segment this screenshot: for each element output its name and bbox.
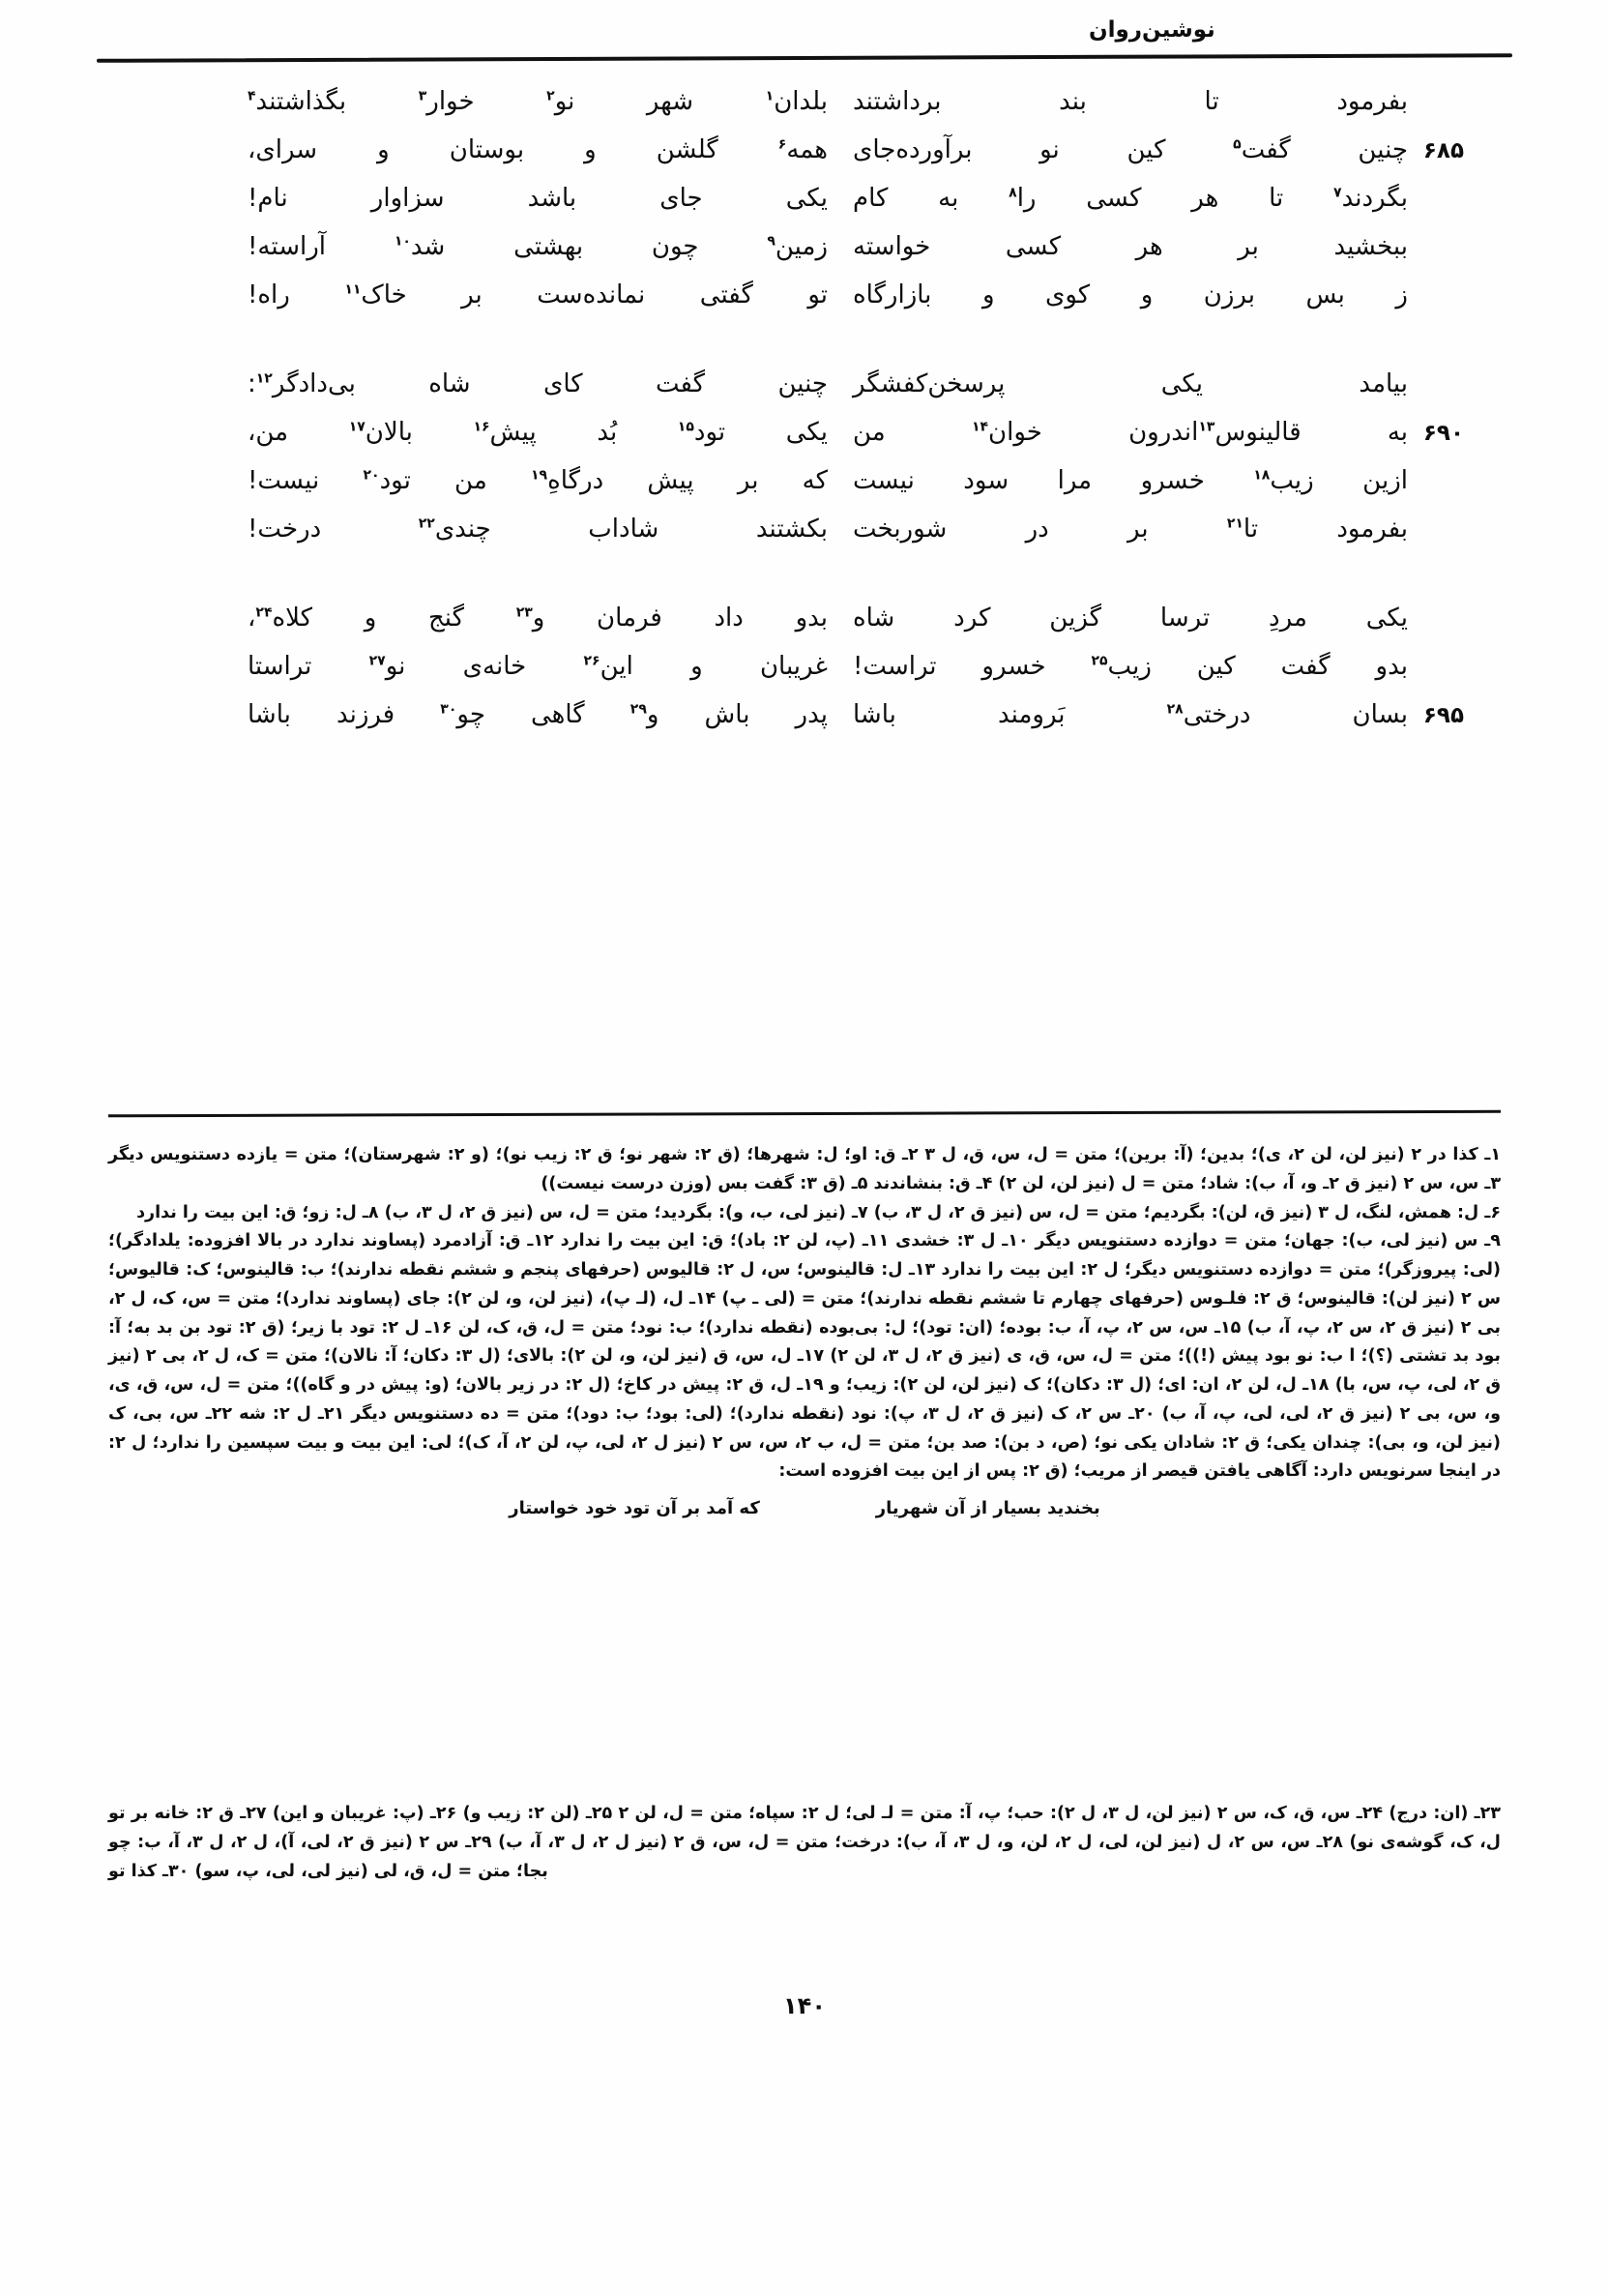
hemistich-first: ببخشید بر هر کسی خواسته xyxy=(853,232,1408,261)
verse-number xyxy=(1408,486,1464,488)
critical-apparatus-tail xyxy=(108,1799,1501,1886)
verse-number xyxy=(1408,624,1464,626)
couplet xyxy=(145,228,1464,273)
verse-number xyxy=(1408,204,1464,206)
couplet xyxy=(145,648,1464,692)
couplet xyxy=(145,366,1464,410)
hemistich-first: ز بس برزن و کوی و بازارگاه xyxy=(853,280,1408,309)
couplet xyxy=(145,83,1464,128)
couplet xyxy=(145,696,1464,741)
hemistich-second: پدر باش و$^{۲۹}$ گاهی چو$^{۳۰}$ فرزند باشا xyxy=(248,700,828,729)
page-number: ۱۴۰ xyxy=(783,1992,826,2019)
apparatus-divider-rule xyxy=(108,1110,1501,1118)
verse-number xyxy=(1408,390,1464,392)
hemistich-first: چنین گفت$^۵$ کین نو برآورده‌جای xyxy=(853,135,1408,164)
hemistich-first: بسان درختی$^{۲۸}$ بَرومند باشا xyxy=(853,700,1409,729)
hemistich-first: یکی مردِ ترسا گزین کرد شاه xyxy=(853,603,1408,633)
hemistich-second: همه$^۶$ گلشن و بوستان و سرای، xyxy=(248,135,828,164)
apparatus-line: ۶ـ ل: همش، لنگ، ل ۳ (نیز ق، لن): بگردیم؛ متن = ل، س (نیز ق ۲، ل ۳، ب) ۷ـ (نیز لی، ب، و): بگردید؛ متن = ل، س (نیز ق ۲، ل ۳، ب) ۸ـ ل: زو؛ ق: این بیت را ندارد xyxy=(136,1202,1501,1222)
hemistich-first: بگردند$^۷$ تا هر کسی را$^۸$ به کام xyxy=(853,184,1408,213)
verse-number: ۶۹۵ xyxy=(1422,703,1464,728)
couplet xyxy=(145,414,1464,458)
hemistich-second: غریبان و این$^{۲۶}$ خانه‌ی نو$^{۲۷}$ تراستا xyxy=(248,652,828,681)
verse-number xyxy=(1408,301,1464,303)
hemistich-second: چنین گفت کای شاه بی‌دادگر$^{۱۲}$: xyxy=(248,369,828,398)
hemistich-second: یکی تود$^{۱۵}$ بُد پیش$^{۱۶}$ بالان$^{۱۷}$ من، xyxy=(248,418,828,447)
apparatus-inset-hemistich-second: که آمد بر آن تود خود خواستار xyxy=(509,1498,760,1518)
apparatus-line: ۹ـ س (نیز لی، ب): جهان؛ متن = دوازده دستنویس دیگر ۱۰ـ ل ۳: خشدی ۱۱ـ (پ، لن ۲: باد)؛ ق: این بیت را ندارد ۱۲ـ ق: آزادمرد (پساوند ندارد در بالا افزوده: یلدادگر)؛ (لی: پیروزگر)؛ متن = دوازده دستنویس دیگر؛ ل ۲: این بیت را ندارد ۱۳ـ ل: قالینوس؛ س، ل ۲: قالیوس (حرفهای پنجم و ششم نقطه ندارند)؛ ب: قالینوس؛ ک: قالیوس؛ س ۲ (نیز لن): قالینوس؛ ق ۲: فلـوس (حرفهای چهارم تا ششم نقطه ندارند)؛ متن = (لی ـ پ) ۱۴ـ ل، (لـ پ)، (نیز لن، و، لن ۲): جای (پساوند ندارد)؛ متن = س، ک، ل ۲، بی ۲ (نیز ق ۲، س ۲، پ، آ، ب) ۱۵ـ س، س ۲، پ، آ، ب: بوده؛ (ان: تود)؛ ل: بی‌بوده (نقطه ندارد)؛ ب: نود؛ متن = ل، ق، ک، لن ۱۶ـ ل ۲: تود با زیر؛ (ق ۲: تود بن بد به؛ آ: بود بد تشتی (؟)؛ ا ب: نو بود پیش (!))؛ متن = ل، س، ق، ی (نیز ق ۲، ل ۳، لن ۲) ۱۷ـ ل، س، ق (نیز لن، و، لن ۲): بالای؛ (ل ۳: دکان؛ آ: نالان)؛ متن = ک، ل ۲، بی ۲ (نیز ق ۲، لی، پ، س، با) ۱۸ـ ل، لن ۲، ان: ای؛ (ل ۳: دکان)؛ ک (نیز لن، لن ۲): زیب؛ و ۱۹ـ ل، ق ۲: پیش در کاخ؛ (ل ۲: در زیر بالان؛ (و: پیش در و گاه))؛ متن = ل، س، ق، ی، و، س، بی ۲ (نیز ق ۲، لی، لی، پ، آ، ب) ۲۰ـ س ۲، ک (نیز ق ۲، ل ۳، پ): نود (نقطه ندارد)؛ (لی: بود؛ ب: دود)؛ متن = ده دستنویس دیگر ۲۱ـ ل ۲: شه ۲۲ـ س، بی، ک (نیز لن، و، بی): چندان یکی؛ ق ۲: شادان یکی نو؛ (ص، د بن): صد بن؛ متن = ل، ب ۲، س، س ۲ (نیز ل ۲، لی، پ، لن ۲، آ، ک)؛ لی: این بیت و بیت سپسین را ندارد؛ ل ۲: در اینجا سرنویس دارد: آگاهی یافتن قیصر از مریب؛ (ق ۲: پس از این بیت افزوده است: xyxy=(108,1231,1502,1482)
stanza xyxy=(145,600,1464,741)
hemistich-first: بفرمود تا بند برداشتند xyxy=(853,87,1408,116)
hemistich-second: بکشتند شاداب چندی$^{۲۲}$ درخت! xyxy=(248,515,828,544)
apparatus-inset-hemistich-first: بخندید بسیار از آن شهریار xyxy=(875,1498,1100,1518)
verse-number xyxy=(1408,252,1464,254)
running-head: نوشین‌روان xyxy=(1089,17,1215,43)
verse-number xyxy=(1408,535,1464,537)
hemistich-first: به قالینوس$^{۱۳}$اندرون خوان$^{۱۴}$ من xyxy=(853,418,1409,447)
hemistich-second: بدو داد فرمان و$^{۲۳}$ گنج و کلاه$^{۲۴}$، xyxy=(248,603,829,633)
couplet xyxy=(145,277,1464,321)
critical-apparatus xyxy=(108,1141,1501,1534)
couplet xyxy=(145,600,1464,644)
hemistich-second: بلدان$^۱$ شهر نو$^۲$ خوار$^۳$ بگذاشتند$^۴$ xyxy=(248,87,828,116)
header-divider-rule xyxy=(97,53,1512,63)
verse-number xyxy=(1408,672,1464,674)
hemistich-second: تو گفتی نمانده‌ست بر خاک$^{۱۱}$ راه! xyxy=(248,280,828,309)
stanza xyxy=(145,366,1464,555)
verse-area xyxy=(145,83,1464,785)
stanza xyxy=(145,83,1464,321)
hemistich-first: ازین زیب$^{۱۸}$ خسرو مرا سود نیست xyxy=(853,466,1408,495)
hemistich-second: زمین$^۹$ چون بهشتی شد$^{۱۰}$ آراسته! xyxy=(248,232,828,261)
couplet xyxy=(145,132,1464,176)
verse-number xyxy=(1408,107,1464,109)
couplet xyxy=(145,511,1464,555)
hemistich-second: یکی جای باشد سزاوار نام! xyxy=(248,184,828,213)
couplet xyxy=(145,180,1464,224)
apparatus-line: ۱ـ کذا در ۲ (نیز لن، لن ۲، ی)؛ بدین؛ (آ: برین)؛ متن = ل، س، ق، ل ۳ ۲ـ ق: او؛ ل: شهرها؛ (ق ۲: شهر نو؛ ق ۲: زیب نو)؛ (و ۲: شهرستان)؛ متن = یازده دستنویس دیگر ۳ـ س، س ۲ (نیز ق ۲ـ و، آ، ب): شاد؛ متن = ل (نیز لن، لن ۲) ۴ـ ق: بنشاندند ۵ـ (ق ۳: گفت بس (وزن درست نیست)) xyxy=(108,1145,1501,1193)
verse-number: ۶۸۵ xyxy=(1422,138,1464,163)
hemistich-second: که بر پیش درگاهِ$^{۱۹}$ من تود$^{۲۰}$ نیست! xyxy=(248,466,828,495)
hemistich-first: بفرمود تا$^{۲۱}$ بر در شوربخت xyxy=(853,515,1408,544)
hemistich-first: بدو گفت کین زیب$^{۲۵}$ خسرو تراست! xyxy=(853,652,1408,681)
apparatus-tail-line: ۲۳ـ (ان: درج) ۲۴ـ س، ق، ک، س ۲ (نیز لن، ل ۳، ل ۲): حب؛ پ، آ: متن = لـ لی؛ ل ۲: سپاه؛ متن = ل، لن ۲ ۲۵ـ (لن ۲: زیب و) ۲۶ـ (پ: غریبان و این) ۲۷ـ ق ۲: خانه بر تو ل، ک، گوشه‌ی نو) ۲۸ـ س، س ۲، ل (نیز لن، لی، ل ۲، لن، و، ل ۳، آ، ب): درخت؛ متن = ل، س، ق ۲ (نیز ل ۲، ل ۳، آ، ب) ۲۹ـ س ۲ (نیز ق ۲، لی، آ)، ل ۲، ل ۳، آ، ب: چو بجا؛ متن = ل، ق، لی (نیز لی، لی، پ، سو) ۳۰ـ کذا تو xyxy=(108,1804,1501,1882)
verse-number: ۶۹۰ xyxy=(1422,421,1464,446)
apparatus-inset-couplet xyxy=(108,1494,1501,1524)
hemistich-first: بیامد یکی پرسخن‌کفشگر xyxy=(853,369,1408,398)
couplet xyxy=(145,462,1464,507)
